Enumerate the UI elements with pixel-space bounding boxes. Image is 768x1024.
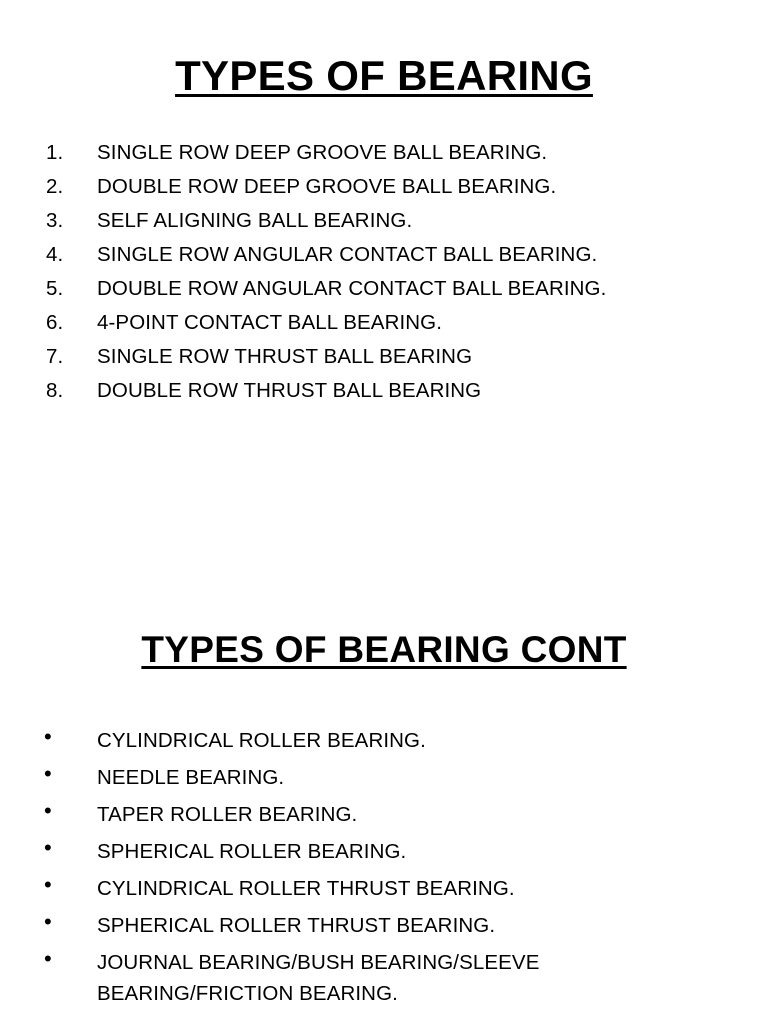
list-item bbox=[0, 762, 768, 799]
list-item bbox=[0, 377, 768, 411]
bullet-icon: • bbox=[44, 946, 52, 971]
item-text: SELF ALIGNING BALL BEARING. bbox=[97, 209, 413, 232]
list-item bbox=[0, 275, 768, 309]
item-text: 4-POINT CONTACT BALL BEARING. bbox=[97, 311, 443, 334]
list-item bbox=[0, 139, 768, 173]
item-text: SINGLE ROW THRUST BALL BEARING bbox=[97, 345, 473, 368]
item-text: SINGLE ROW ANGULAR CONTACT BALL BEARING. bbox=[97, 243, 598, 266]
item-text: DOUBLE ROW ANGULAR CONTACT BALL BEARING. bbox=[97, 277, 607, 300]
item-number: 8. bbox=[46, 379, 64, 402]
item-text: DOUBLE ROW THRUST BALL BEARING bbox=[97, 379, 482, 402]
item-text: DOUBLE ROW DEEP GROOVE BALL BEARING. bbox=[97, 175, 557, 198]
bullet-bearing-list bbox=[0, 725, 768, 1009]
bullet-icon: • bbox=[44, 724, 52, 749]
item-text: CYLINDRICAL ROLLER BEARING. bbox=[97, 729, 426, 752]
list-item bbox=[0, 947, 768, 1009]
bullet-icon: • bbox=[44, 761, 52, 786]
bullet-icon: • bbox=[44, 835, 52, 860]
item-text: NEEDLE BEARING. bbox=[97, 766, 285, 789]
item-number: 6. bbox=[46, 311, 64, 334]
list-item bbox=[0, 799, 768, 836]
list-item bbox=[0, 836, 768, 873]
item-text: SINGLE ROW DEEP GROOVE BALL BEARING. bbox=[97, 141, 548, 164]
item-number: 5. bbox=[46, 277, 64, 300]
item-text: JOURNAL BEARING/BUSH BEARING/SLEEVE BEARING/FRICTION BEARING. bbox=[97, 951, 540, 1005]
section-title-types-of-bearing: TYPES OF BEARING bbox=[175, 52, 593, 99]
item-number: 7. bbox=[46, 345, 64, 368]
bullet-icon: • bbox=[44, 798, 52, 823]
list-item bbox=[0, 873, 768, 910]
list-item bbox=[0, 207, 768, 241]
list-item bbox=[0, 309, 768, 343]
numbered-bearing-list bbox=[0, 139, 768, 411]
bullet-icon: • bbox=[44, 909, 52, 934]
item-number: 4. bbox=[46, 243, 64, 266]
item-text: TAPER ROLLER BEARING. bbox=[97, 803, 358, 826]
list-item bbox=[0, 173, 768, 207]
item-text: SPHERICAL ROLLER THRUST BEARING. bbox=[97, 914, 496, 937]
item-number: 2. bbox=[46, 175, 64, 198]
bullet-icon: • bbox=[44, 872, 52, 897]
item-number: 3. bbox=[46, 209, 64, 232]
section-title-types-of-bearing-cont: TYPES OF BEARING CONT bbox=[141, 629, 627, 670]
list-item bbox=[0, 343, 768, 377]
list-item bbox=[0, 910, 768, 947]
item-text: SPHERICAL ROLLER BEARING. bbox=[97, 840, 407, 863]
item-number: 1. bbox=[46, 141, 64, 164]
item-text: CYLINDRICAL ROLLER THRUST BEARING. bbox=[97, 877, 515, 900]
list-item bbox=[0, 241, 768, 275]
list-item bbox=[0, 725, 768, 762]
